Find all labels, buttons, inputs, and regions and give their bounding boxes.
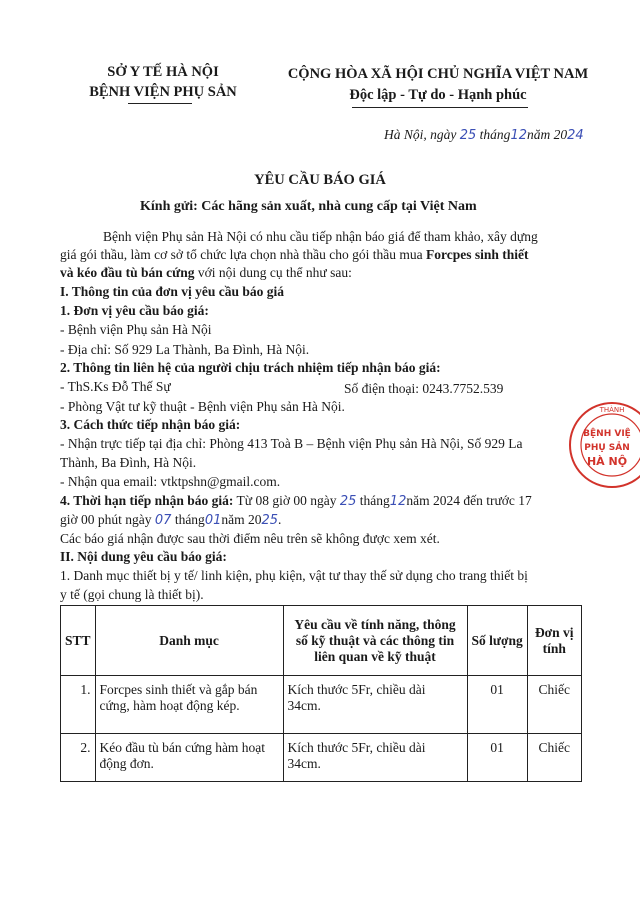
row-stt: 1. <box>61 676 96 734</box>
issuer-department: SỞ Y TẾ HÀ NỘI <box>107 64 219 80</box>
row-item <box>95 734 283 782</box>
header-requirements-l1: Yêu cầu về tính năng, thông <box>294 616 456 632</box>
recipient-line: Kính gửi: Các hãng sản xuất, nhà cung cấp tại Việt Nam <box>140 199 477 214</box>
header-unit-l2: tính <box>542 640 566 656</box>
row-spec-l2: 34cm. <box>287 756 321 771</box>
table-row <box>61 676 582 734</box>
deadline-end-year-label: năm 20 <box>221 512 262 527</box>
section-2-line-2: y tế (gọi chung là thiết bị). <box>60 587 204 602</box>
row-quantity: 01 <box>467 734 527 782</box>
header-item: Danh mục <box>95 606 283 676</box>
requester-address: - Địa chỉ: Số 929 La Thành, Ba Đình, Hà Nội. <box>60 342 310 357</box>
national-title: CỘNG HÒA XÃ HỘI CHỦ NGHĨA VIỆT NAM <box>287 66 589 82</box>
equipment-table <box>60 605 582 782</box>
row-spec <box>283 676 467 734</box>
deadline-text-end: năm 2024 đến trước 17 <box>406 493 532 508</box>
row-item-l1: Forcpes sinh thiết và gắp bán <box>99 682 258 697</box>
date-month-handwritten: 12 <box>510 128 527 143</box>
deadline-line-1 <box>60 491 532 511</box>
date-day-handwritten: 25 <box>459 128 477 143</box>
section-1-3-heading: 3. Cách thức tiếp nhận báo giá: <box>60 417 241 432</box>
receive-in-person: - Nhận trực tiếp tại địa chỉ: Phòng 413 Toà B – Bệnh viện Phụ sản Hà Nội, Số 929 La <box>60 436 523 451</box>
row-item <box>95 676 283 734</box>
contact-person: - ThS.Ks Đỗ Thế Sự <box>60 379 171 394</box>
row-item-l2: cứng, hàm hoạt động kép. <box>99 698 240 713</box>
section-1-2-heading: 2. Thông tin liên hệ của người chịu trách nhiệm tiếp nhận báo giá: <box>60 360 441 375</box>
row-spec-l1: Kích thước 5Fr, chiều dài <box>287 740 426 755</box>
date-month-label: tháng <box>479 127 511 142</box>
deadline-label: 4. Thời hạn tiếp nhận báo giá: <box>60 493 234 508</box>
stamp-top-text: THÀNH <box>599 406 625 414</box>
row-spec-l2: 34cm. <box>287 698 321 713</box>
deadline-start-day-handwritten: 25 <box>339 494 357 509</box>
table-row <box>61 734 582 782</box>
header-requirements <box>283 606 467 676</box>
header-stt: STT <box>61 606 96 676</box>
row-stt: 2. <box>61 734 96 782</box>
header-unit <box>527 606 581 676</box>
section-1-1-heading: 1. Đơn vị yêu cầu báo giá: <box>60 303 209 318</box>
row-unit: Chiếc <box>527 734 581 782</box>
stamp-line-3: HÀ NỘ <box>586 455 628 468</box>
date-year-label: năm 20 <box>526 127 568 142</box>
row-spec <box>283 734 467 782</box>
deadline-end-day-handwritten: 07 <box>154 513 172 528</box>
stamp-line-2: PHỤ SẢN <box>584 443 630 453</box>
deadline-start-month-handwritten: 12 <box>389 494 407 509</box>
national-motto-block <box>278 64 598 106</box>
date-line <box>384 127 584 143</box>
issuer-hospital: BỆNH VIỆN PHỤ SẢN <box>89 84 237 100</box>
header-unit-l1: Đơn vị <box>534 624 574 640</box>
issuer-block <box>78 62 248 102</box>
date-year-handwritten: 24 <box>567 128 584 143</box>
deadline-end-year-handwritten: 25 <box>261 513 279 528</box>
deadline-text-month: tháng <box>356 493 390 508</box>
document-title: YÊU CẦU BÁO GIÁ <box>254 172 386 188</box>
header-requirements-l3: liên quan về kỹ thuật <box>314 648 436 664</box>
section-1-heading: I. Thông tin của đơn vị yêu cầu báo giá <box>60 284 285 299</box>
deadline-line-2 <box>60 510 281 530</box>
table-header-row <box>61 606 582 676</box>
intro-line-2 <box>60 245 528 264</box>
section-2-heading: II. Nội dung yêu cầu báo giá: <box>60 549 227 564</box>
deadline-end-text: giờ 00 phút ngày <box>60 512 155 527</box>
intro-text: giá gói thầu, làm cơ sở tổ chức lựa chọn nhà thầu cho gói thầu mua <box>60 247 426 262</box>
national-motto: Độc lập - Tự do - Hạnh phúc <box>349 87 527 103</box>
requester-name: - Bệnh viện Phụ sản Hà Nội <box>60 322 212 337</box>
date-prefix: Hà Nội, ngày <box>384 127 457 142</box>
intro-line-3 <box>60 263 352 282</box>
row-unit: Chiếc <box>527 676 581 734</box>
section-2-line-1: 1. Danh mục thiết bị y tế/ linh kiện, phụ kiện, vật tư thay thế sử dụng cho trang thiết bị <box>60 568 528 583</box>
motto-underline <box>352 107 528 108</box>
row-spec-l1: Kích thước 5Fr, chiều dài <box>287 682 426 697</box>
row-item-l1: Kéo đầu tù bán cứng hàm hoạt <box>99 740 266 755</box>
deadline-end-month-label: tháng <box>171 512 205 527</box>
hospital-stamp <box>567 400 640 490</box>
header-quantity: Số lượng <box>467 606 527 676</box>
contact-department: - Phòng Vật tư kỹ thuật - Bệnh viện Phụ sản Hà Nội. <box>60 399 345 414</box>
intro-line-1: Bệnh viện Phụ sản Hà Nội có nhu cầu tiếp nhận báo giá để tham khảo, xây dựng <box>103 229 538 244</box>
receive-by-email: - Nhận qua email: vtktpshn@gmail.com. <box>60 474 281 489</box>
deadline-end-month-handwritten: 01 <box>204 513 222 528</box>
stamp-line-1: BỆNH VIỆ <box>583 429 631 439</box>
intro-package-name: Forcpes sinh thiết <box>425 247 529 262</box>
issuer-underline <box>128 103 192 104</box>
intro-package-name-cont: và kéo đầu tù bán cứng <box>60 265 195 280</box>
intro-text-end: với nội dung cụ thể như sau: <box>194 265 352 280</box>
late-notice: Các báo giá nhận được sau thời điểm nêu trên sẽ không được xem xét. <box>60 531 440 546</box>
header-requirements-l2: số kỹ thuật và các thông tin <box>295 632 455 648</box>
row-item-l2: động đơn. <box>99 756 154 771</box>
contact-phone: Số điện thoại: 0243.7752.539 <box>344 381 504 396</box>
deadline-end-period: . <box>278 512 282 527</box>
deadline-text: Từ 08 giờ 00 ngày <box>233 493 340 508</box>
receive-in-person-cont: Thành, Ba Đình, Hà Nội. <box>60 455 197 470</box>
row-quantity: 01 <box>467 676 527 734</box>
